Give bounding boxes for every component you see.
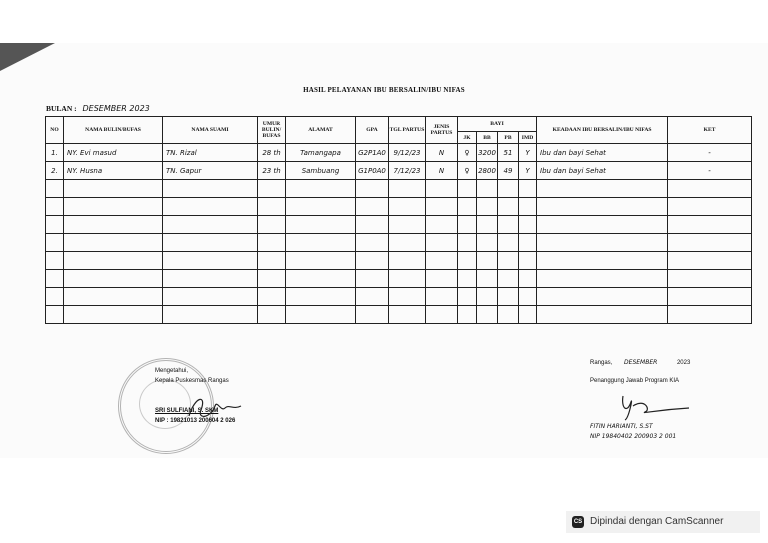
cell-no: 2.: [46, 162, 64, 180]
camscanner-logo-icon: CS: [572, 516, 584, 528]
cell-tgl: 7/12/23: [389, 162, 426, 180]
cell-imd: Y: [519, 162, 537, 180]
cell-ket: -: [668, 162, 752, 180]
table-row-empty: [46, 180, 752, 198]
kia-nip: NIP 19840402 200903 2 001: [590, 433, 677, 440]
header-no: NO: [46, 117, 64, 144]
header-pb: PB: [498, 132, 519, 144]
head-nip: NIP : 19821013 200604 2 026: [155, 418, 236, 424]
cell-bb: 3200: [477, 144, 498, 162]
cell-pb: 49: [498, 162, 519, 180]
head-name: SRI SULFIANI, S. SKM: [155, 408, 219, 414]
kia-role: Penanggung Jawab Program KIA: [590, 378, 680, 384]
header-nama-bulin: NAMA BULIN/BUFAS: [64, 117, 163, 144]
table-row-empty: [46, 234, 752, 252]
header-umur: UMUR BULIN/ BUFAS: [258, 117, 286, 144]
header-keadaan: KEADAAN IBU BERSALIN/IBU NIFAS: [537, 117, 668, 144]
cell-jenis: N: [426, 162, 458, 180]
cell-pb: 51: [498, 144, 519, 162]
header-bb: BB: [477, 132, 498, 144]
table-row: [46, 144, 752, 162]
cell-no: 1.: [46, 144, 64, 162]
header-gpa: GPA: [356, 117, 389, 144]
table-row-empty: [46, 288, 752, 306]
month-line: [46, 104, 150, 113]
head-title: Kepala Puskesmas Rangas: [155, 378, 229, 384]
header-imd: IMD: [519, 132, 537, 144]
header-tgl-partus: TGL PARTUS: [389, 117, 426, 144]
service-register-table: [45, 116, 752, 324]
table-row-empty: [46, 270, 752, 288]
place-label: Rangas,: [590, 360, 613, 366]
cell-alamat: Tamangapa: [286, 144, 356, 162]
cell-gpa: G2P1A0: [356, 144, 389, 162]
camscanner-text: Dipindai dengan CamScanner: [590, 516, 724, 527]
place-date: [590, 358, 690, 368]
cell-ket: -: [668, 144, 752, 162]
signature-scrawl-right: [615, 392, 695, 422]
cell-bb: 2800: [477, 162, 498, 180]
cell-umur: 23 th: [258, 162, 286, 180]
camscanner-footer: [566, 511, 760, 533]
month-label: BULAN :: [46, 104, 77, 113]
cell-nama: NY. Evi masud: [64, 144, 163, 162]
header-jk: JK: [458, 132, 477, 144]
cell-jenis: N: [426, 144, 458, 162]
header-bayi: BAYI: [458, 117, 537, 132]
date-year: 2023: [676, 360, 691, 366]
kia-name: FITIN HARIANTI, S.ST: [590, 423, 653, 430]
cell-suami: TN. Rizal: [163, 144, 258, 162]
signature-scrawl-left: [185, 392, 245, 424]
cell-keadaan: Ibu dan bayi Sehat: [537, 162, 668, 180]
cell-keadaan: Ibu dan bayi Sehat: [537, 144, 668, 162]
date-month: DESEMBER: [624, 359, 658, 366]
header-jenis-partus: JENIS PARTUS: [426, 117, 458, 144]
cell-umur: 28 th: [258, 144, 286, 162]
table-row-empty: [46, 198, 752, 216]
acknowledge-label: Mengetahui,: [155, 368, 189, 374]
header-nama-suami: NAMA SUAMI: [163, 117, 258, 144]
cell-tgl: 9/12/23: [389, 144, 426, 162]
table-row: [46, 162, 752, 180]
cell-jk: ♀: [458, 144, 477, 162]
cell-suami: TN. Gapur: [163, 162, 258, 180]
cell-imd: Y: [519, 144, 537, 162]
cell-gpa: G1P0A0: [356, 162, 389, 180]
table-row-empty: [46, 252, 752, 270]
header-alamat: ALAMAT: [286, 117, 356, 144]
table-row-empty: [46, 216, 752, 234]
cell-alamat: Sambuang: [286, 162, 356, 180]
table-row-empty: [46, 306, 752, 324]
month-value: DESEMBER 2023: [82, 104, 150, 113]
cell-jk: ♀: [458, 162, 477, 180]
header-ket: KET: [668, 117, 752, 144]
document-title: HASIL PELAYANAN IBU BERSALIN/IBU NIFAS: [303, 86, 465, 94]
cell-nama: NY. Husna: [64, 162, 163, 180]
page-corner-shadow: [0, 43, 55, 71]
